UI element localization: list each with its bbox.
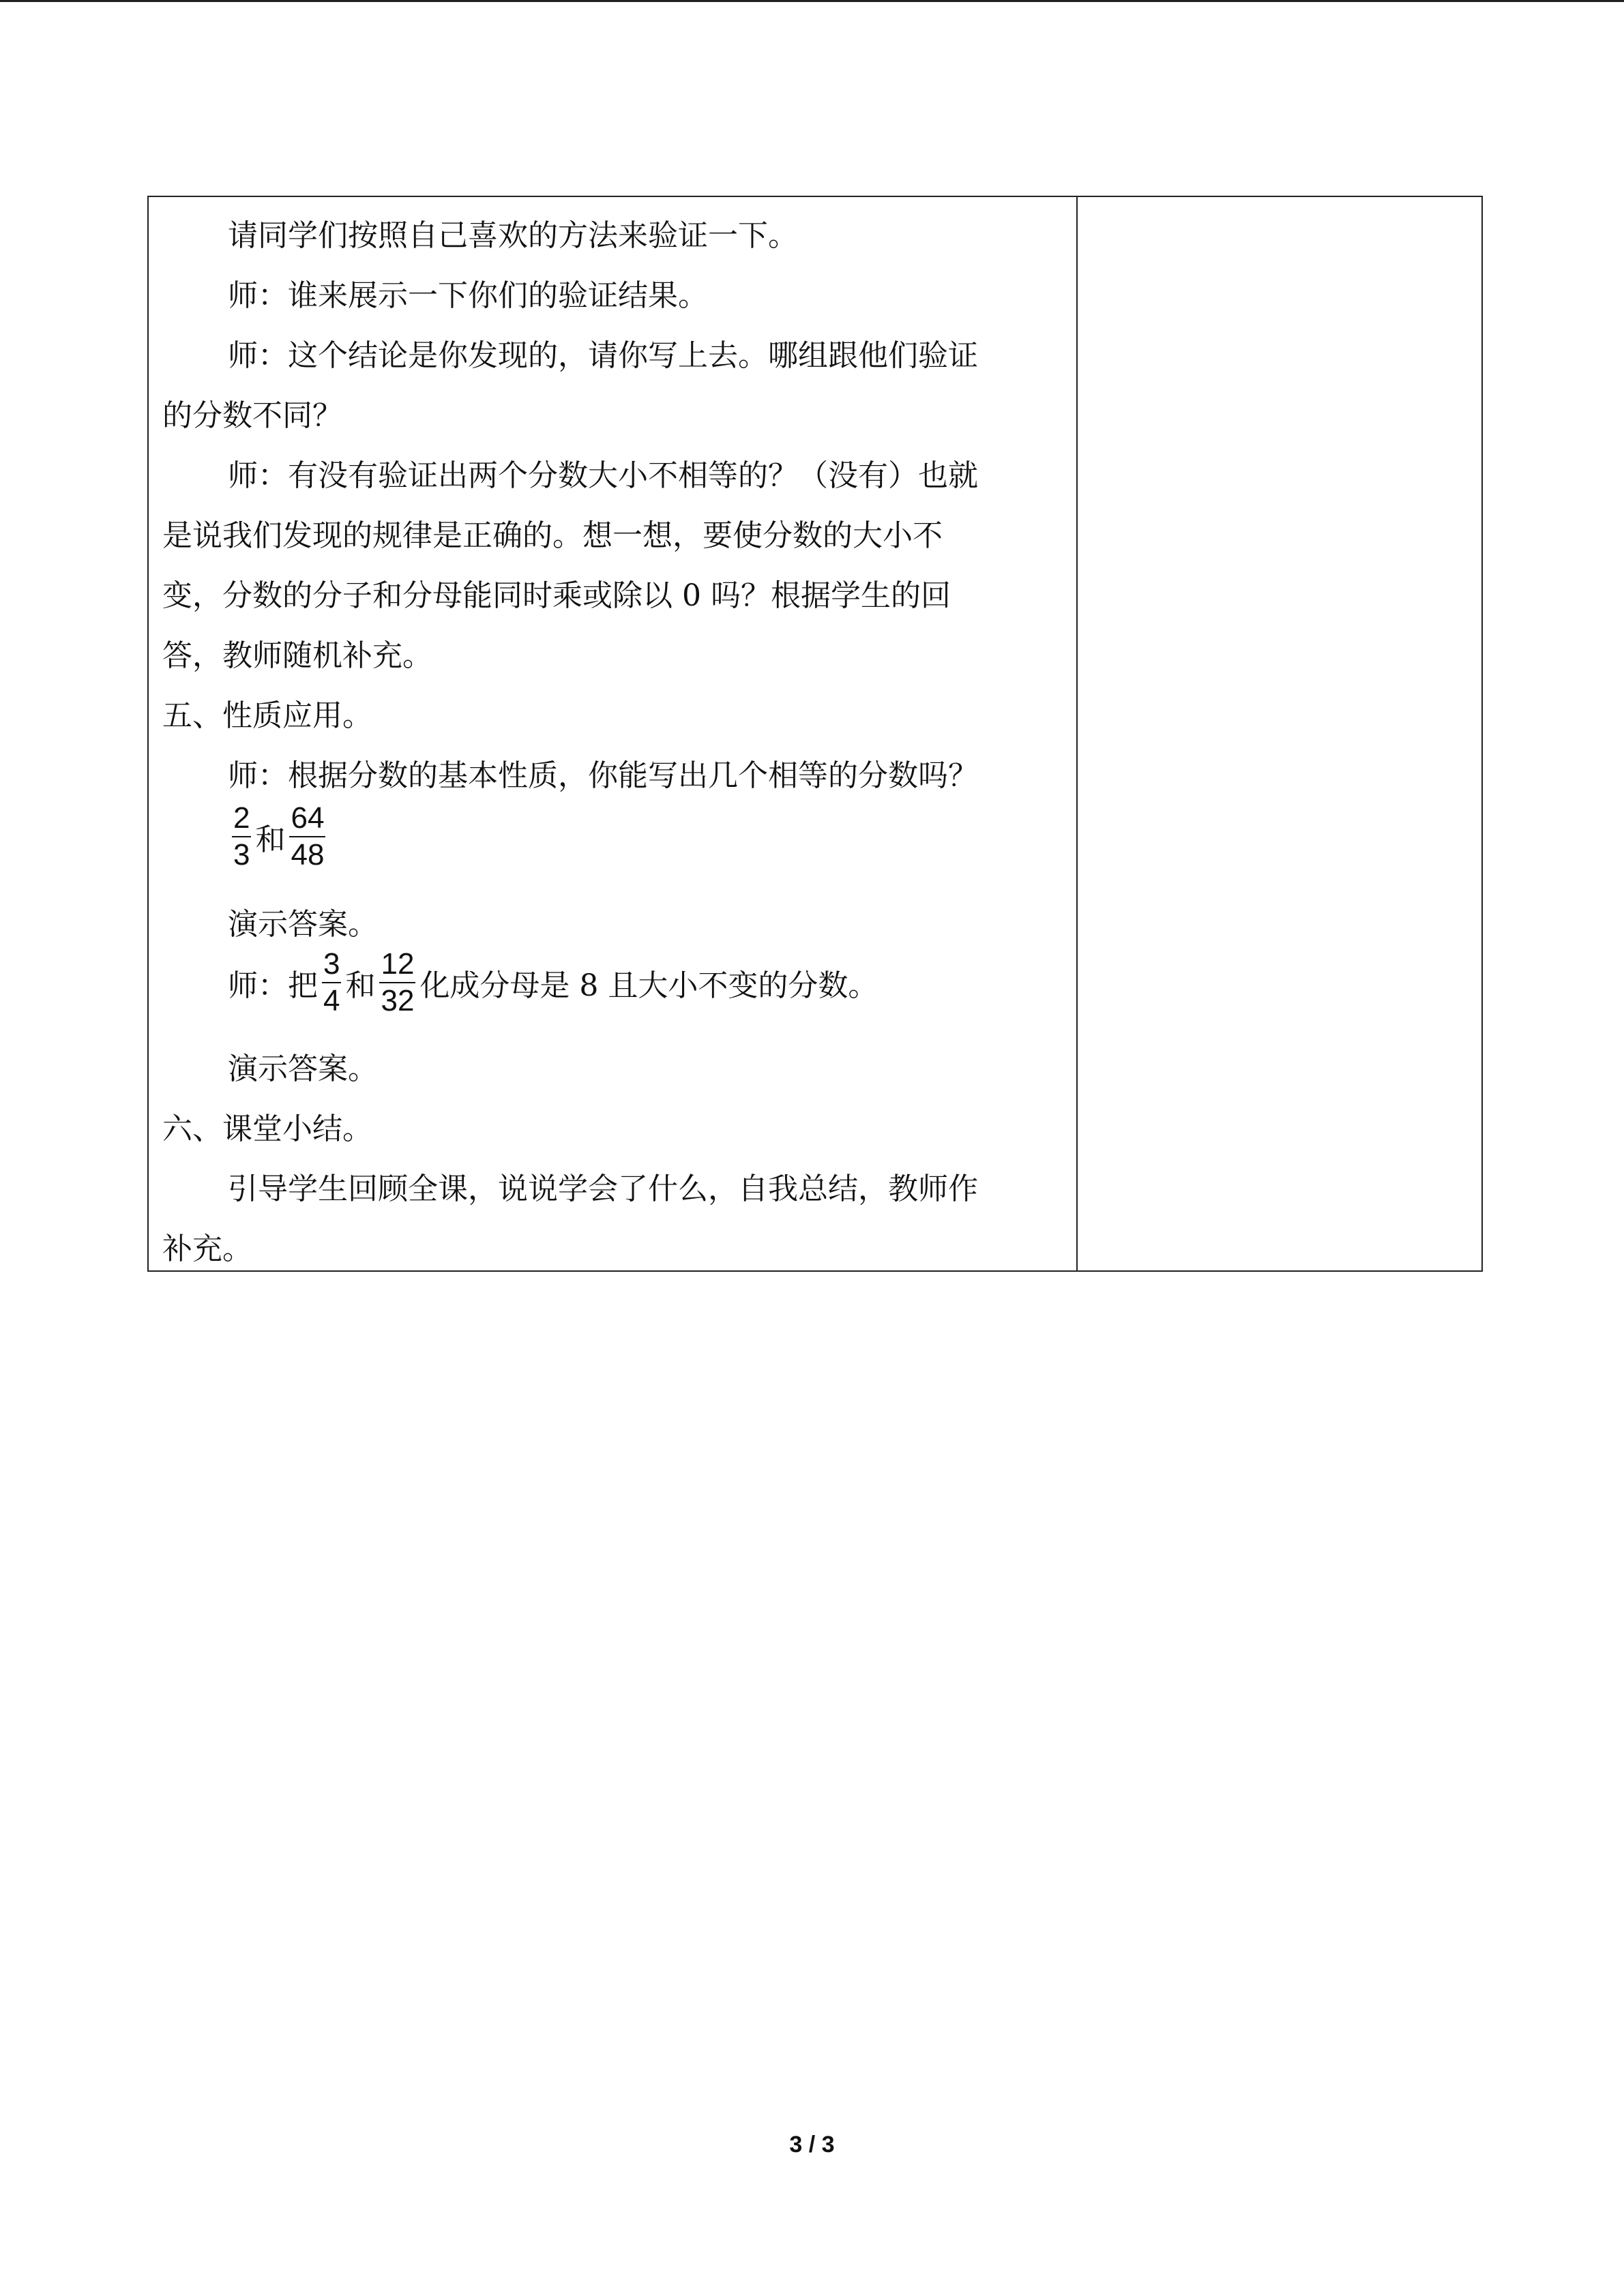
suffix-text: 化成分母是 8 且大小不变的分数。 — [419, 968, 879, 1003]
text-line: 是说我们发现的规律是正确的。想一想，要使分数的大小不 — [162, 518, 943, 553]
text-line: 师：这个结论是你发现的，请你写上去。哪组跟他们验证 — [228, 338, 978, 373]
joiner-text: 和 — [345, 968, 376, 1003]
notes-cell — [1078, 197, 1481, 1270]
text-line: 演示答案。 — [228, 1052, 378, 1086]
text-line: 补充。 — [162, 1232, 252, 1266]
text-line: 答，教师随机补充。 — [162, 638, 432, 673]
prefix-text: 师：把 — [228, 968, 318, 1003]
fraction: $\frac{12}{32}$ — [381, 947, 415, 1017]
joiner-text: 和 — [255, 822, 286, 857]
text-line: 请同学们按照自己喜欢的方法来验证一下。 — [228, 218, 798, 253]
text-line: 演示答案。 — [228, 907, 378, 942]
text-line: 引导学生回顾全课，说说学会了什么，自我总结，教师作 — [228, 1172, 978, 1206]
section-heading: 六、课堂小结。 — [162, 1112, 372, 1146]
fraction-example-1 — [228, 802, 329, 871]
top-border — [0, 0, 1624, 2]
fraction: $\frac{3}{4}$ — [323, 947, 340, 1017]
text-line: 变，分数的分子和分母能同时乘或除以 0 吗？根据学生的回 — [162, 578, 951, 613]
text-line: 师：谁来展示一下你们的验证结果。 — [228, 278, 708, 313]
text-line: 师：有没有验证出两个分数大小不相等的？（没有）也就 — [228, 458, 978, 493]
fraction: $\frac{2}{3}$ — [233, 801, 250, 871]
section-heading: 五、性质应用。 — [162, 698, 372, 733]
fraction-example-2 — [228, 948, 878, 1017]
page-number: 3 / 3 — [789, 2132, 835, 2158]
text-line: 师：根据分数的基本性质，你能写出几个相等的分数吗？ — [228, 758, 978, 793]
text-line: 的分数不同？ — [162, 398, 342, 433]
fraction: $\frac{64}{48}$ — [291, 801, 325, 871]
